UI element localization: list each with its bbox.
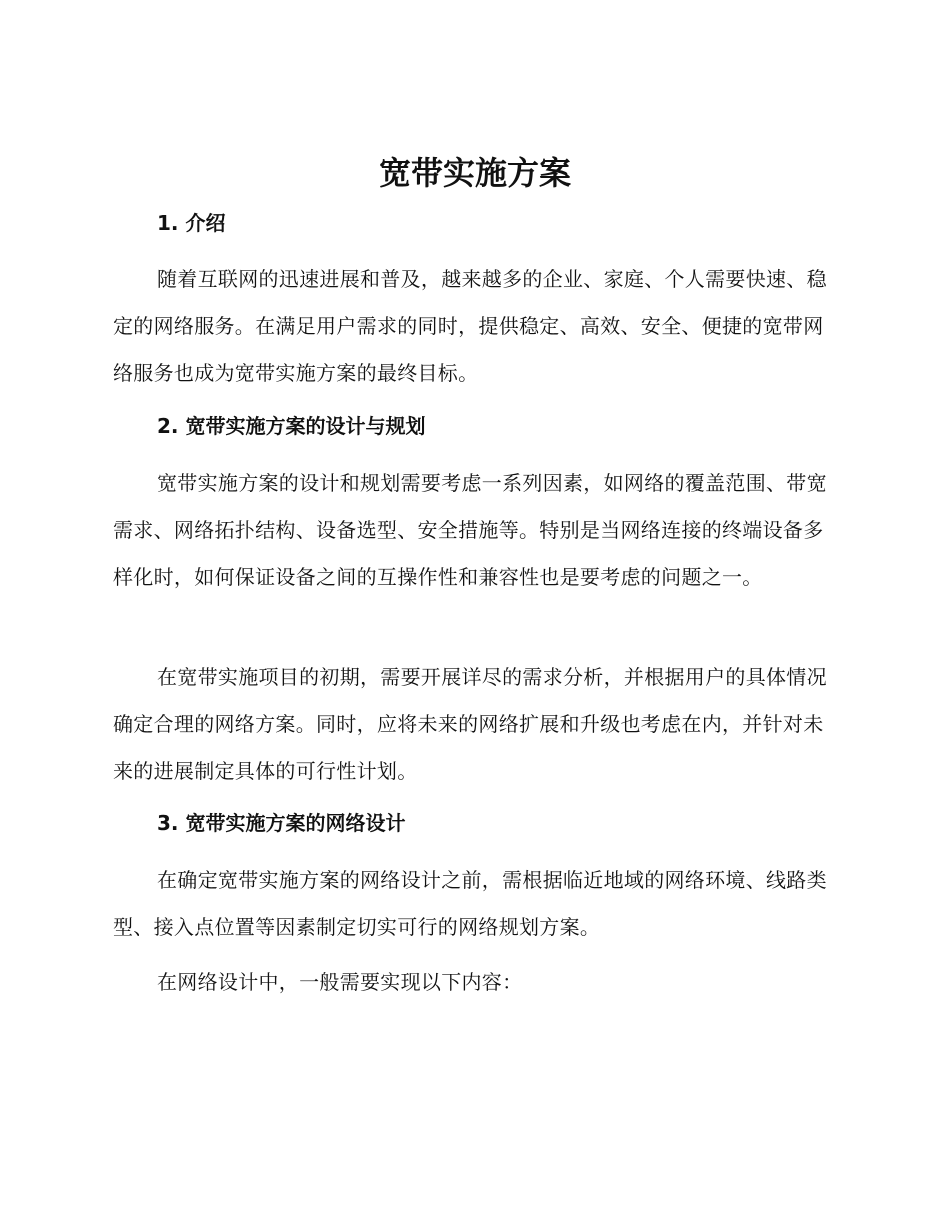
section-heading-network-design: 3. 宽带实施方案的网络设计: [157, 811, 406, 835]
paragraph-design-contents: 在网络设计中，一般需要实现以下内容：: [157, 970, 523, 994]
paragraph-design-factors: 宽带实施方案的设计和规划需要考虑一系列因素，如网络的覆盖范围、带宽需求、网络拓扑结构、设备选型、安全措施等。特别是当网络连接的终端设备多样化时，如何保证设备之间的互操作性和兼容性也是要考虑的问题之一。: [113, 471, 827, 589]
document-title: 宽带实施方案: [378, 154, 571, 192]
section-heading-intro: 1. 介绍: [157, 211, 226, 235]
section-heading-design-planning: 2. 宽带实施方案的设计与规划: [157, 414, 426, 438]
paragraph-intro: 随着互联网的迅速进展和普及，越来越多的企业、家庭、个人需要快速、稳定的网络服务。在满足用户需求的同时，提供稳定、高效、安全、便捷的宽带网络服务也成为宽带实施方案的最终目标。: [113, 267, 827, 385]
paragraph-requirements-analysis: 在宽带实施项目的初期，需要开展详尽的需求分析，并根据用户的具体情况确定合理的网络方案。同时，应将未来的网络扩展和升级也考虑在内，并针对未来的进展制定具体的可行性计划。: [113, 665, 827, 783]
paragraph-network-planning: 在确定宽带实施方案的网络设计之前，需根据临近地域的网络环境、线路类型、接入点位置等因素制定切实可行的网络规划方案。: [113, 868, 827, 939]
